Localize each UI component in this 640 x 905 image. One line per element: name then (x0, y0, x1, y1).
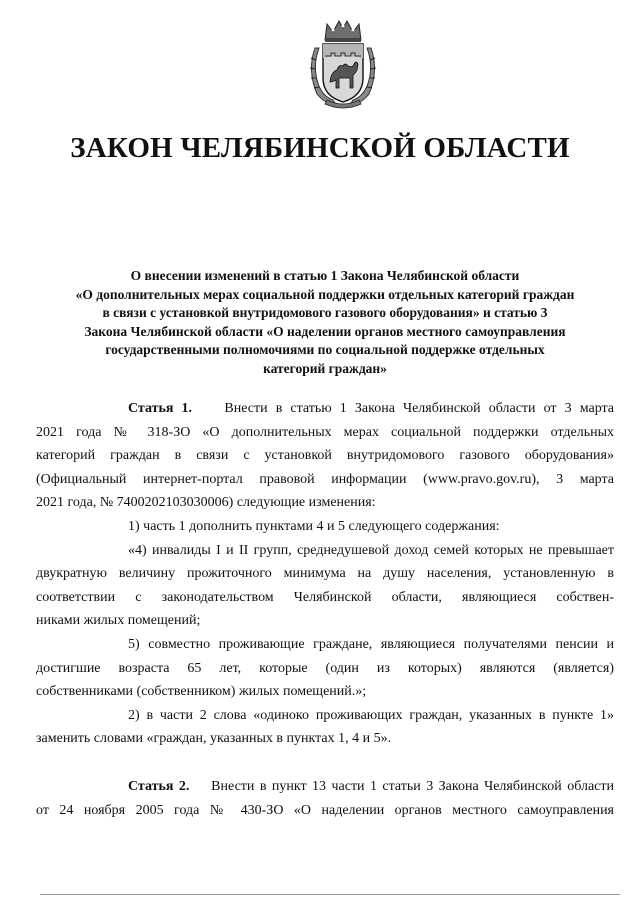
body-line: 2021 года № 318-ЗО «О дополнительных мерах социальной поддержки отдельных (36, 424, 614, 440)
page-bottom-rule (40, 894, 620, 895)
point-4-line: «4) инвалиды I и II групп, среднедушевой доход семей которых не превышает (128, 542, 614, 558)
heading-line: Закона Челябинской области «О наделении органов местного самоуправления (84, 323, 566, 339)
point-5-line: собственниками (собственником) жилых помещений.»; (36, 684, 367, 700)
point-4-line: двукратную величину прожиточного минимума на душу населения, установленную в (36, 566, 614, 582)
article-1-first-line (36, 397, 614, 421)
article-1-intro: Внести в статью 1 Закона Челябинской области от 3 марта (224, 401, 615, 416)
heading-line: О внесении изменений в статью 1 Закона Челябинской области (130, 268, 520, 283)
coat-of-arms-emblem (303, 18, 383, 110)
body-line: 2021 года, № 7400202103030006) следующие изменения: (36, 495, 376, 511)
heading-line: в связи с установкой внутридомового газового оборудования» и статью 3 (102, 305, 548, 320)
article-1-label: Статья 1. (128, 401, 193, 416)
article-2-first-line (128, 775, 614, 799)
heading-line: категорий граждан» (263, 360, 387, 376)
heading-line: государственными полномочиями по социальной поддержке отдельных (105, 342, 545, 357)
law-heading (72, 267, 578, 378)
heading-line: «О дополнительных мерах социальной поддержки отдельных категорий граждан (75, 286, 575, 302)
article-gap (92, 751, 614, 775)
law-title: ЗАКОН ЧЕЛЯБИНСКОЙ ОБЛАСТИ (70, 132, 570, 164)
law-body (36, 397, 615, 822)
body-line: от 24 ноября 2005 года № 430-ЗО «О наделении органов местного самоуправления (36, 802, 614, 818)
article-2 (36, 775, 614, 822)
article-2-intro: Внести в пункт 13 части 1 статьи 3 Закона Челябинской области (211, 778, 614, 794)
article-1 (36, 397, 615, 751)
item-1-intro: 1) часть 1 дополнить пунктами 4 и 5 следующего содержания: (128, 518, 500, 534)
body-line: категорий граждан в связи с установкой внутридомового газового оборудования» (36, 448, 614, 464)
point-4-line: соответствии с законодательством Челябинской области, являющиеся собствен- (36, 589, 614, 605)
item-2-line: 2) в части 2 слова «одиноко проживающих граждан, указанных в пункте 1» (128, 707, 614, 723)
item-2-line: заменить словами «граждан, указанных в пунктах 1, 4 и 5». (36, 731, 392, 747)
article-2-label: Статья 2. (128, 778, 190, 794)
point-5-line: 5) совместно проживающие граждане, являющиеся получателями пенсии и (128, 636, 614, 652)
point-5-line: достигшие возраста 65 лет, которые (один из которых) являются (является) (36, 660, 614, 676)
body-line: (Официальный интернет-портал правовой информации (www.pravo.gov.ru), 3 марта (36, 471, 614, 487)
point-4-line: никами жилых помещений; (36, 613, 201, 629)
crown-icon (325, 21, 361, 42)
